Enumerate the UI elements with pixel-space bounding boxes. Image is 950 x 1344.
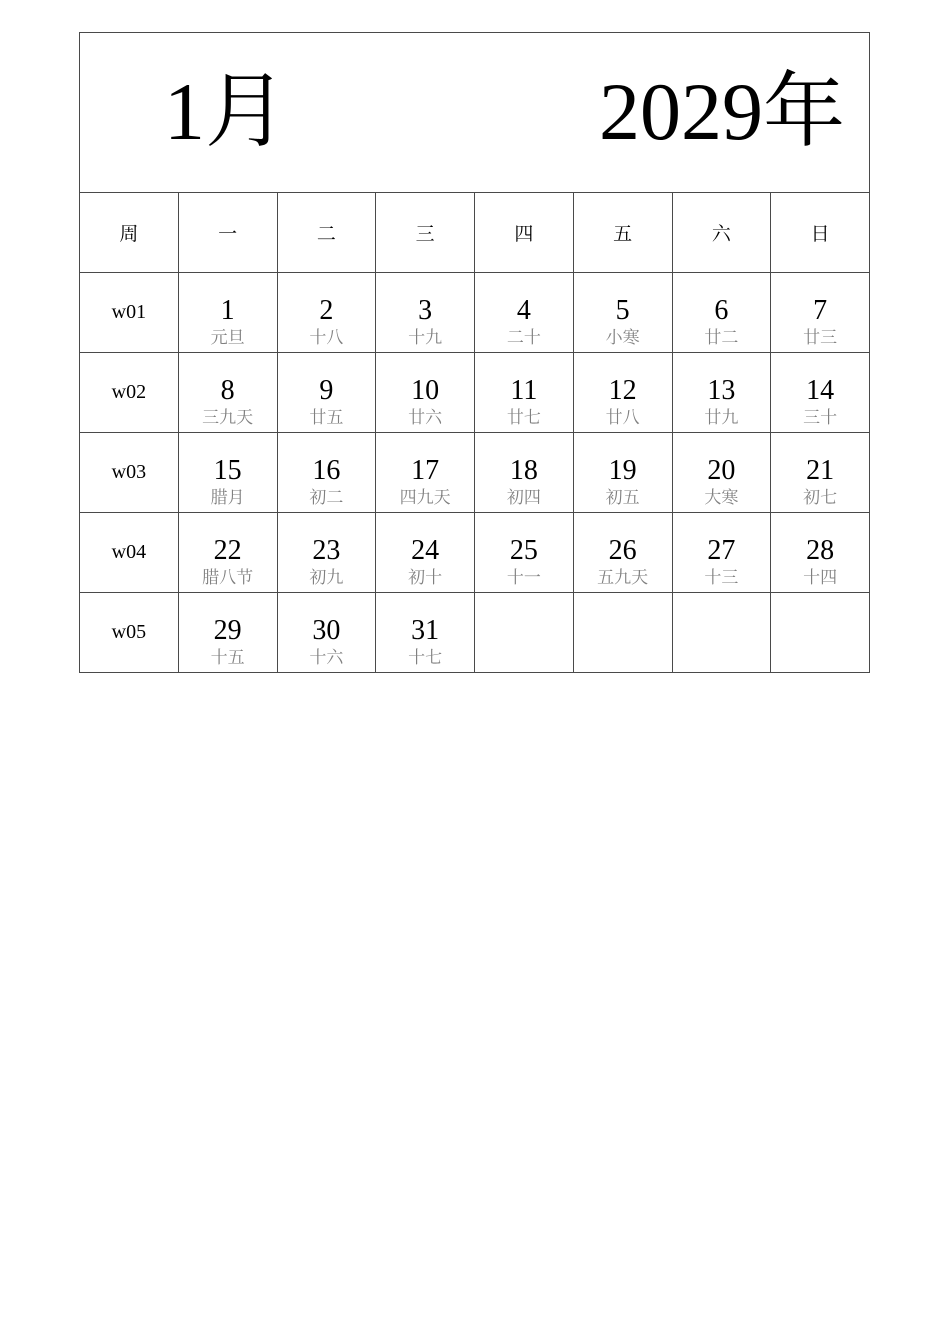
day-number: 3	[418, 295, 433, 326]
day-number: 30	[312, 615, 341, 646]
day-number: 11	[510, 375, 538, 406]
lunar-date: 廿二	[704, 328, 739, 348]
empty-day-cell	[475, 593, 574, 673]
lunar-date: 三九天	[202, 408, 254, 428]
day-cell	[475, 433, 574, 513]
lunar-date: 大寒	[704, 488, 739, 508]
weekday-fri: 五	[573, 193, 672, 273]
day-number: 16	[312, 455, 341, 486]
day-number: 14	[806, 375, 835, 406]
day-cell	[771, 273, 870, 353]
lunar-date: 腊月	[210, 488, 245, 508]
day-cell	[771, 513, 870, 593]
calendar-header-row	[80, 33, 870, 193]
day-cell	[178, 593, 277, 673]
lunar-date: 四九天	[399, 488, 451, 508]
day-cell	[475, 513, 574, 593]
day-cell	[672, 273, 771, 353]
day-cell	[178, 353, 277, 433]
lunar-date: 初十	[408, 568, 443, 588]
day-cell	[573, 273, 672, 353]
lunar-date: 廿六	[408, 408, 443, 428]
week-number-cell	[80, 433, 179, 513]
lunar-date: 五九天	[597, 568, 649, 588]
year-label: 2029年	[598, 66, 845, 157]
day-number: 24	[411, 535, 440, 566]
day-cell	[771, 433, 870, 513]
day-cell	[672, 513, 771, 593]
day-number: 19	[608, 455, 637, 486]
day-number: 31	[411, 615, 440, 646]
lunar-date: 廿五	[309, 408, 344, 428]
day-number: 1	[220, 295, 235, 326]
day-cell	[771, 353, 870, 433]
day-number: 26	[608, 535, 637, 566]
week-number-cell	[80, 273, 179, 353]
weekday-sun: 日	[771, 193, 870, 273]
day-cell	[178, 433, 277, 513]
lunar-date: 十一	[506, 568, 541, 588]
day-cell	[376, 273, 475, 353]
week-row	[80, 433, 870, 513]
day-cell	[178, 273, 277, 353]
calendar-title	[80, 33, 870, 193]
day-cell	[376, 433, 475, 513]
lunar-date: 廿九	[704, 408, 739, 428]
weekday-mon: 一	[178, 193, 277, 273]
lunar-date: 二十	[506, 328, 541, 348]
week-row	[80, 513, 870, 593]
week-number: w01	[111, 301, 147, 323]
day-number: 5	[615, 295, 630, 326]
week-number: w03	[111, 461, 147, 483]
day-number: 28	[806, 535, 835, 566]
empty-day-cell	[672, 593, 771, 673]
week-number-cell	[80, 513, 179, 593]
empty-day-cell	[573, 593, 672, 673]
day-number: 9	[319, 375, 334, 406]
day-number: 12	[608, 375, 637, 406]
day-number: 10	[411, 375, 440, 406]
lunar-date: 初七	[803, 488, 838, 508]
lunar-date: 十九	[408, 328, 443, 348]
day-cell	[672, 353, 771, 433]
lunar-date: 十六	[309, 648, 344, 668]
week-number: w04	[111, 541, 147, 563]
day-cell	[277, 353, 376, 433]
day-cell	[573, 513, 672, 593]
lunar-date: 初四	[506, 488, 541, 508]
weekday-thu: 四	[475, 193, 574, 273]
day-cell	[573, 353, 672, 433]
lunar-date: 廿三	[803, 328, 838, 348]
lunar-date: 十五	[210, 648, 245, 668]
day-number: 13	[707, 375, 736, 406]
day-number: 23	[312, 535, 341, 566]
day-cell	[475, 273, 574, 353]
lunar-date: 初九	[309, 568, 344, 588]
lunar-date: 十八	[309, 328, 344, 348]
week-number: w02	[111, 381, 147, 403]
lunar-date: 三十	[803, 408, 838, 428]
calendar-table	[79, 32, 870, 673]
day-number: 21	[806, 455, 835, 486]
day-cell	[277, 273, 376, 353]
day-cell	[277, 513, 376, 593]
lunar-date: 十七	[408, 648, 443, 668]
day-number: 15	[213, 455, 242, 486]
week-number-cell	[80, 353, 179, 433]
lunar-date: 十四	[803, 568, 838, 588]
weekday-sat: 六	[672, 193, 771, 273]
week-row	[80, 273, 870, 353]
month-label: 1月	[164, 66, 288, 157]
week-row	[80, 593, 870, 673]
lunar-date: 廿八	[605, 408, 640, 428]
lunar-date: 小寒	[605, 328, 640, 348]
day-number: 20	[707, 455, 736, 486]
weekday-wed: 三	[376, 193, 475, 273]
lunar-date: 廿七	[506, 408, 541, 428]
lunar-date: 腊八节	[202, 568, 254, 588]
week-row	[80, 353, 870, 433]
lunar-date: 元旦	[210, 328, 245, 348]
day-number: 4	[516, 295, 531, 326]
lunar-date: 十三	[704, 568, 739, 588]
day-cell	[475, 353, 574, 433]
week-number: w05	[111, 621, 147, 643]
empty-day-cell	[771, 593, 870, 673]
day-cell	[376, 513, 475, 593]
day-number: 8	[220, 375, 235, 406]
day-number: 27	[707, 535, 736, 566]
day-cell	[573, 433, 672, 513]
day-number: 25	[509, 535, 538, 566]
day-cell	[376, 593, 475, 673]
day-number: 2	[319, 295, 334, 326]
week-number-cell	[80, 593, 179, 673]
day-number: 17	[411, 455, 440, 486]
lunar-date: 初二	[309, 488, 344, 508]
weekday-week-label: 周	[80, 193, 179, 273]
day-cell	[277, 433, 376, 513]
day-number: 6	[714, 295, 729, 326]
weeks-body	[80, 273, 870, 673]
day-cell	[277, 593, 376, 673]
day-cell	[672, 433, 771, 513]
day-cell	[376, 353, 475, 433]
day-number: 7	[813, 295, 828, 326]
day-number: 29	[213, 615, 242, 646]
day-number: 18	[509, 455, 538, 486]
day-cell	[178, 513, 277, 593]
weekday-header-row	[80, 193, 870, 273]
lunar-date: 初五	[605, 488, 640, 508]
day-number: 22	[213, 535, 242, 566]
weekday-tue: 二	[277, 193, 376, 273]
